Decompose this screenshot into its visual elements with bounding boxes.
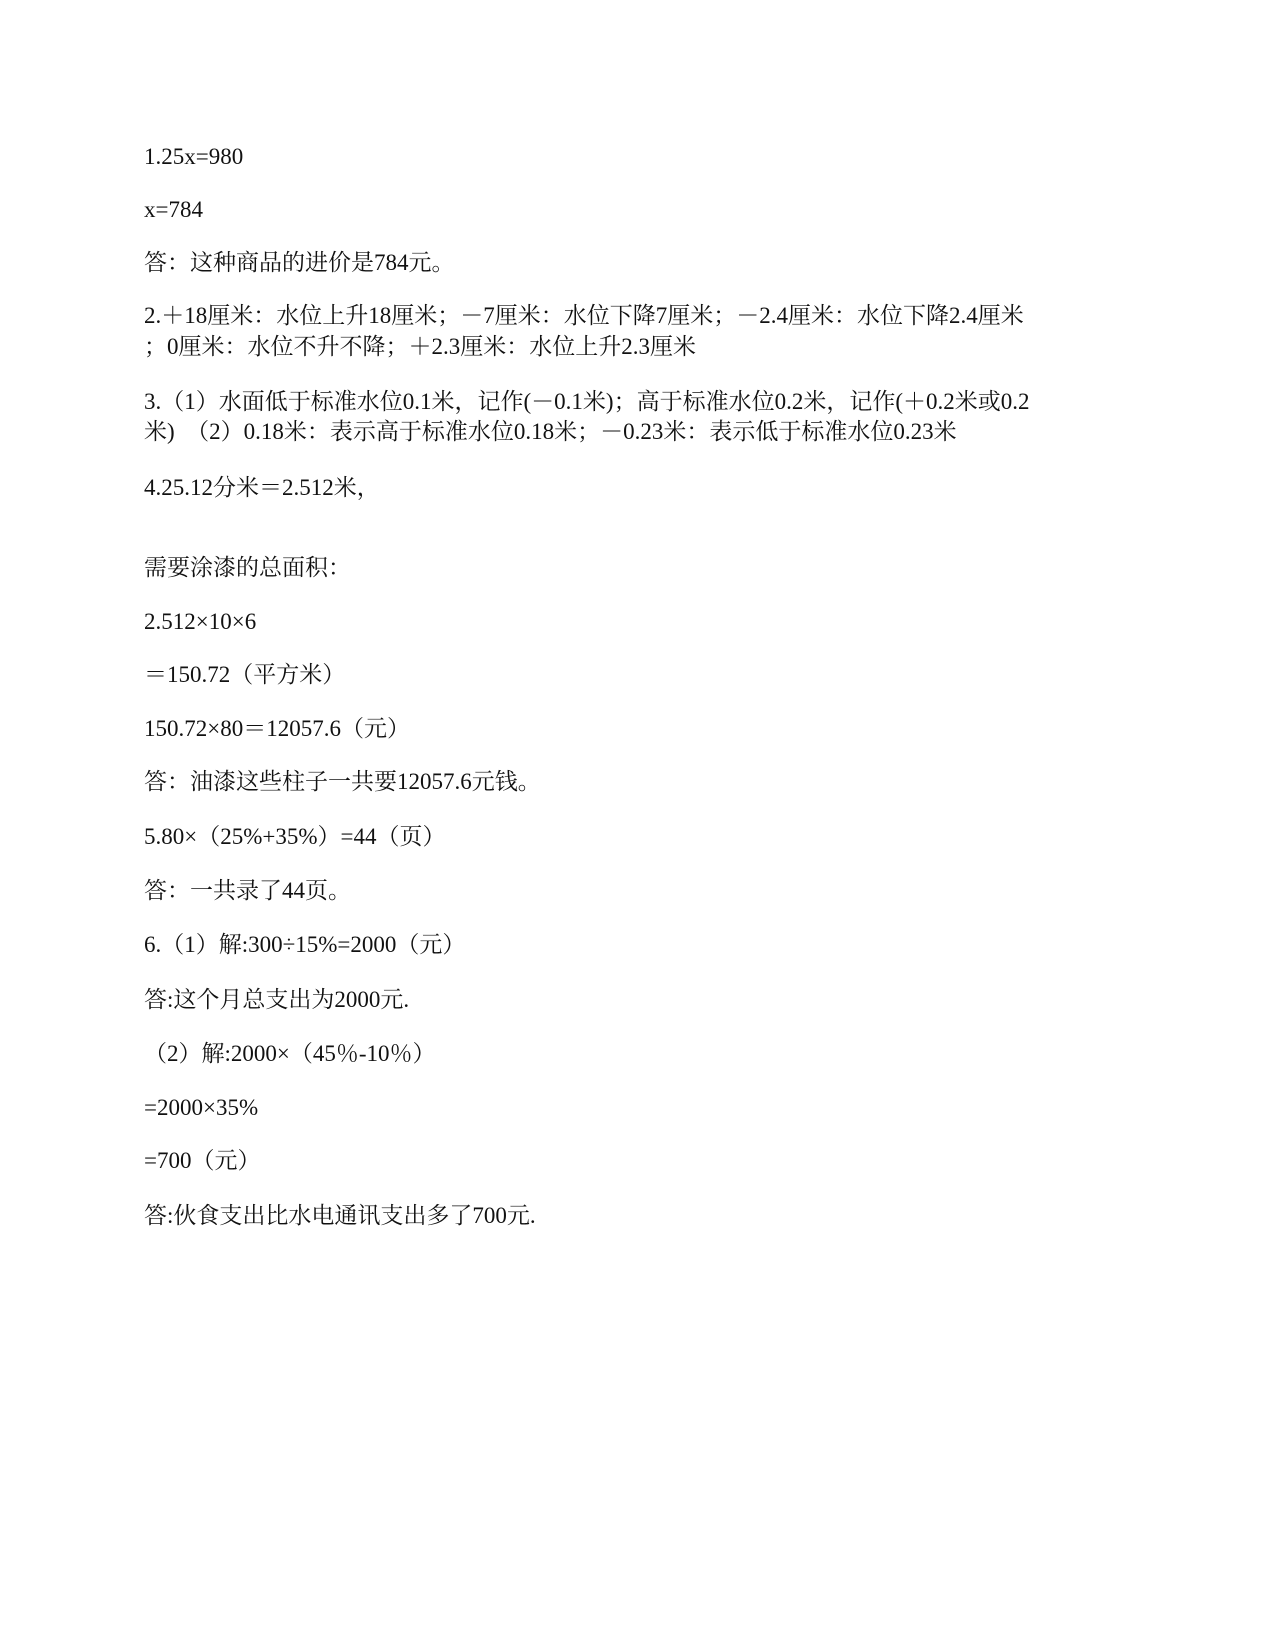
- text-line: =700（元）: [144, 1148, 261, 1173]
- text-line: 2.512×10×6: [144, 609, 257, 634]
- text-line: 1.25x=980: [144, 144, 244, 169]
- text-line: ＝150.72（平方米）: [144, 662, 346, 687]
- text-line: 答：这种商品的进价是784元。: [144, 250, 455, 275]
- text-line: 150.72×80＝12057.6（元）: [144, 716, 410, 741]
- text-line: 5.80×（25%+35%）=44（页）: [144, 824, 446, 849]
- text-line: 4.25.12分米＝2.512米，: [144, 475, 380, 500]
- text-line: 2.＋18厘米：水位上升18厘米；－7厘米：水位下降7厘米；－2.4厘米：水位下降2.4厘米: [144, 303, 1024, 328]
- text-line: 答:这个月总支出为2000元.: [144, 987, 410, 1012]
- text-line: ；0厘米：水位不升不降；＋2.3厘米：水位上升2.3厘米: [144, 334, 696, 359]
- text-line: 答：油漆这些柱子一共要12057.6元钱。: [144, 769, 541, 794]
- text-line: 答：一共录了44页。: [144, 878, 351, 903]
- text-line: 米) （2）0.18米：表示高于标准水位0.18米；－0.23米：表示低于标准水位0.23米: [144, 419, 957, 444]
- text-line: 3.（1）水面低于标准水位0.1米，记作(－0.1米)；高于标准水位0.2米，记作(＋0.2米或0.2: [144, 389, 1030, 414]
- text-line: x=784: [144, 197, 203, 222]
- text-line: 需要涂漆的总面积：: [144, 555, 351, 580]
- text-line: 答:伙食支出比水电通讯支出多了700元.: [144, 1203, 536, 1228]
- text-line: =2000×35%: [144, 1095, 259, 1120]
- text-line: 6.（1）解:300÷15%=2000（元）: [144, 932, 466, 957]
- text-line: （2）解:2000×（45％-10％）: [144, 1041, 436, 1066]
